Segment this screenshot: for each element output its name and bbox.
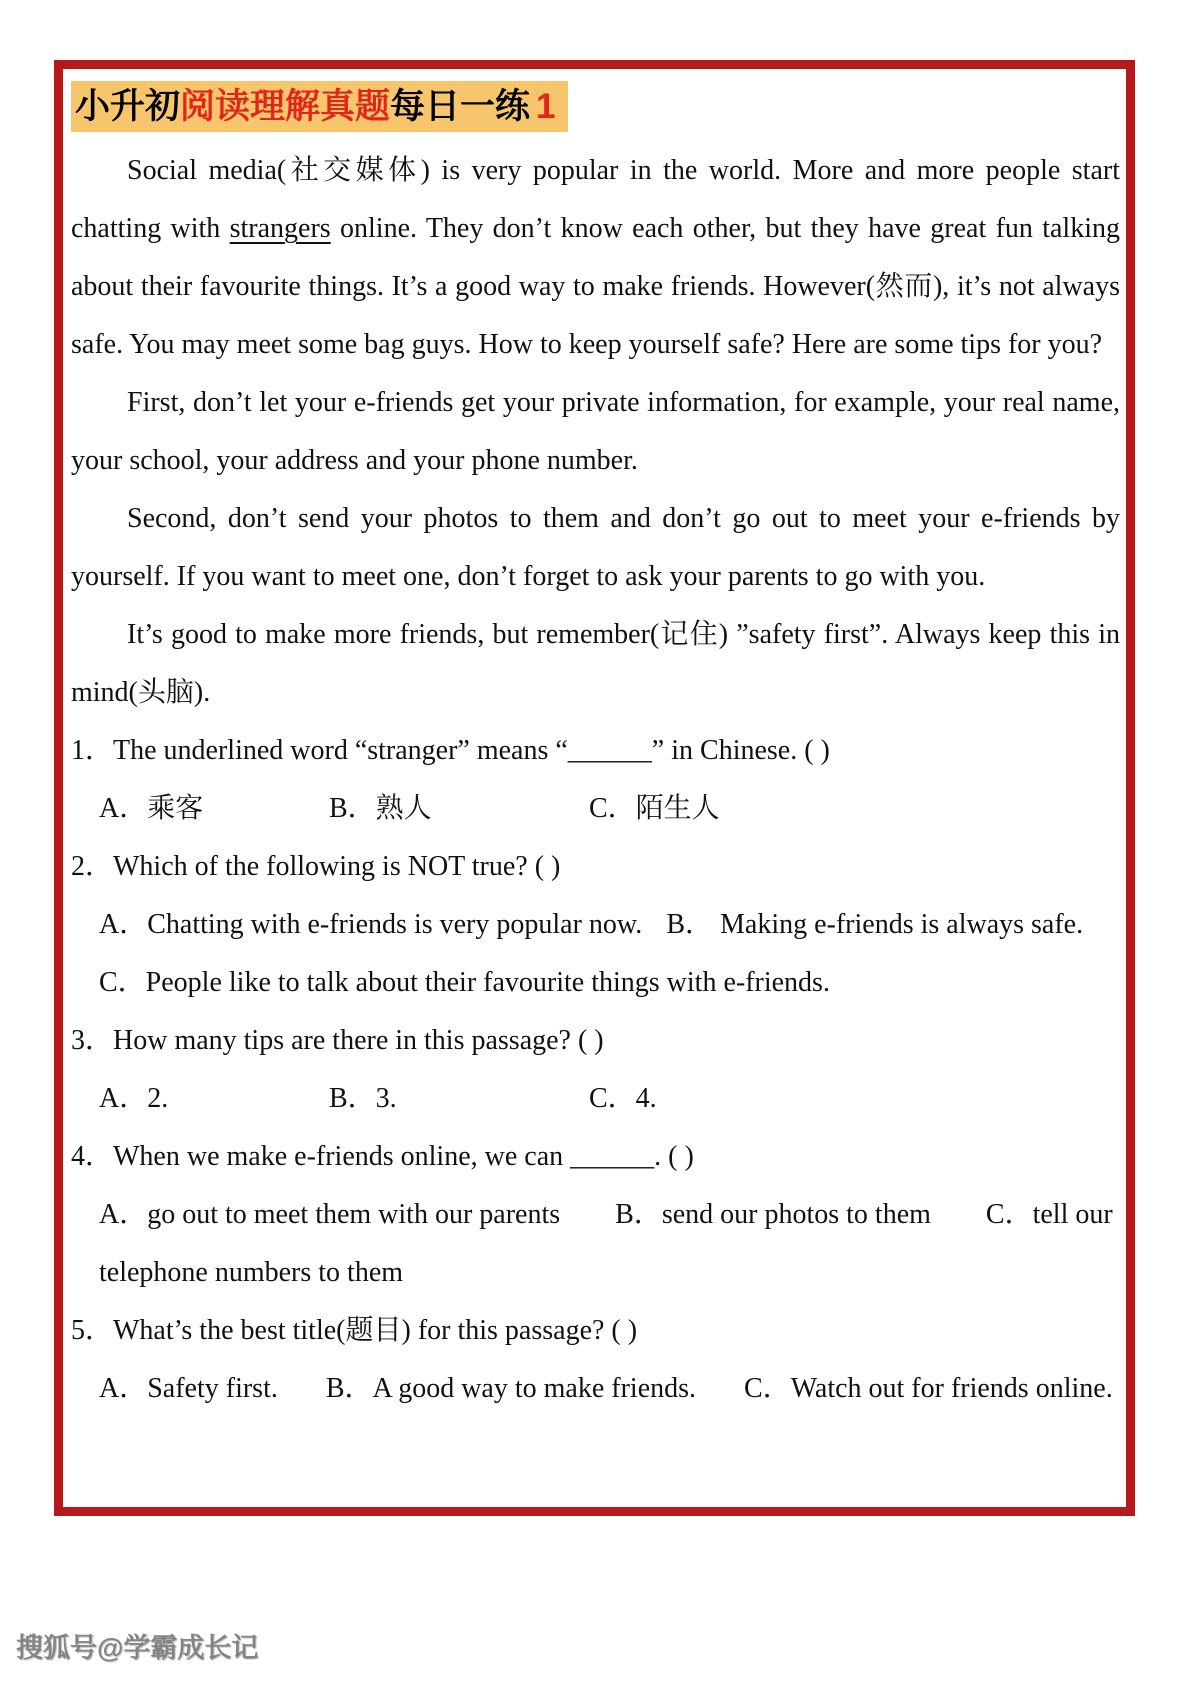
- passage-paragraph-1: [71, 142, 1120, 374]
- question-3: [71, 1012, 1120, 1128]
- question-1-stem: 1．The underlined word “stranger” means “______” in Chinese. ( ): [71, 735, 830, 767]
- question-2-options-row-2: [71, 954, 1120, 1012]
- question-4-options-row-2: [71, 1244, 1120, 1302]
- question-3-option-a: A．2.: [99, 1083, 169, 1115]
- question-2: [71, 838, 1120, 1012]
- question-2-option-c: C．People like to talk about their favourite things with e-friends.: [99, 967, 830, 999]
- watermark-text: 搜狐号@学霸成长记: [16, 1633, 259, 1663]
- question-2-options-row-1: [71, 896, 1120, 954]
- question-1-option-c: C．陌生人: [589, 793, 720, 825]
- title-part-black-1: 小升初: [75, 87, 181, 126]
- title-number: 1: [536, 87, 556, 126]
- question-4-option-a: A．go out to meet them with our parents: [99, 1199, 561, 1231]
- title-part-black-2: 每日一练: [390, 87, 531, 126]
- question-4-options-row-1: [71, 1186, 1120, 1244]
- title-part-red-1: 阅读理解真题: [180, 87, 391, 126]
- question-5-option-b: B．A good way to make friends.: [325, 1373, 697, 1405]
- question-2-option-a: A．Chatting with e-friends is very popular now.: [99, 909, 643, 941]
- question-4-option-c: C．tell our: [985, 1199, 1113, 1231]
- question-5-option-c: C．Watch out for friends online.: [744, 1373, 1113, 1405]
- page-title: [71, 81, 568, 132]
- question-3-option-c: C．4.: [589, 1083, 657, 1115]
- question-1-option-a: A．乘客: [99, 793, 204, 825]
- question-5-option-a: A．Safety first.: [99, 1373, 278, 1405]
- passage-p1-after: online. They don’t know each other, but they have great fun talking about their favourite things. It’s a good way to make friends. However(然而), it’s not always safe. You may meet some bag guys. How to keep yourself safe? Here are some tips for you?: [71, 213, 1120, 361]
- passage-p1-before: Social media(社交媒体) is very popular in the world. More and more people start chatting with: [71, 155, 1120, 245]
- question-4-stem: 4．When we make e-friends online, we can ______. ( ): [71, 1141, 694, 1173]
- question-5-options: [71, 1360, 1120, 1418]
- passage-paragraph-4: It’s good to make more friends, but remember(记住) ”safety first”. Always keep this in mind(头脑).: [71, 619, 1120, 709]
- question-1: [71, 722, 1120, 838]
- question-4-option-b: B．send our photos to them: [615, 1199, 931, 1231]
- passage-paragraph-2: First, don’t let your e-friends get your private information, for example, your real name, your school, your address and your phone number.: [71, 387, 1120, 477]
- question-4: [71, 1128, 1120, 1302]
- question-3-option-b: B．3.: [329, 1083, 397, 1115]
- question-2-stem: 2．Which of the following is NOT true? ( ): [71, 851, 561, 883]
- question-3-options: [71, 1070, 1120, 1128]
- passage-paragraph-3: Second, don’t send your photos to them and don’t go out to meet your e-friends by yourself. If you want to meet one, don’t forget to ask your parents to go with you.: [71, 503, 1120, 593]
- question-5-stem: 5．What’s the best title(题目) for this passage? ( ): [71, 1315, 638, 1347]
- question-4-option-c-continued: telephone numbers to them: [99, 1257, 404, 1289]
- worksheet-frame: [54, 60, 1135, 1516]
- question-2-option-b: B． Making e-friends is always safe.: [666, 909, 1084, 941]
- question-1-option-b: B．熟人: [329, 793, 432, 825]
- underlined-word-strangers: strangers: [229, 213, 331, 245]
- question-5: [71, 1302, 1120, 1418]
- question-1-options: [71, 780, 1120, 838]
- question-3-stem: 3．How many tips are there in this passage? ( ): [71, 1025, 604, 1057]
